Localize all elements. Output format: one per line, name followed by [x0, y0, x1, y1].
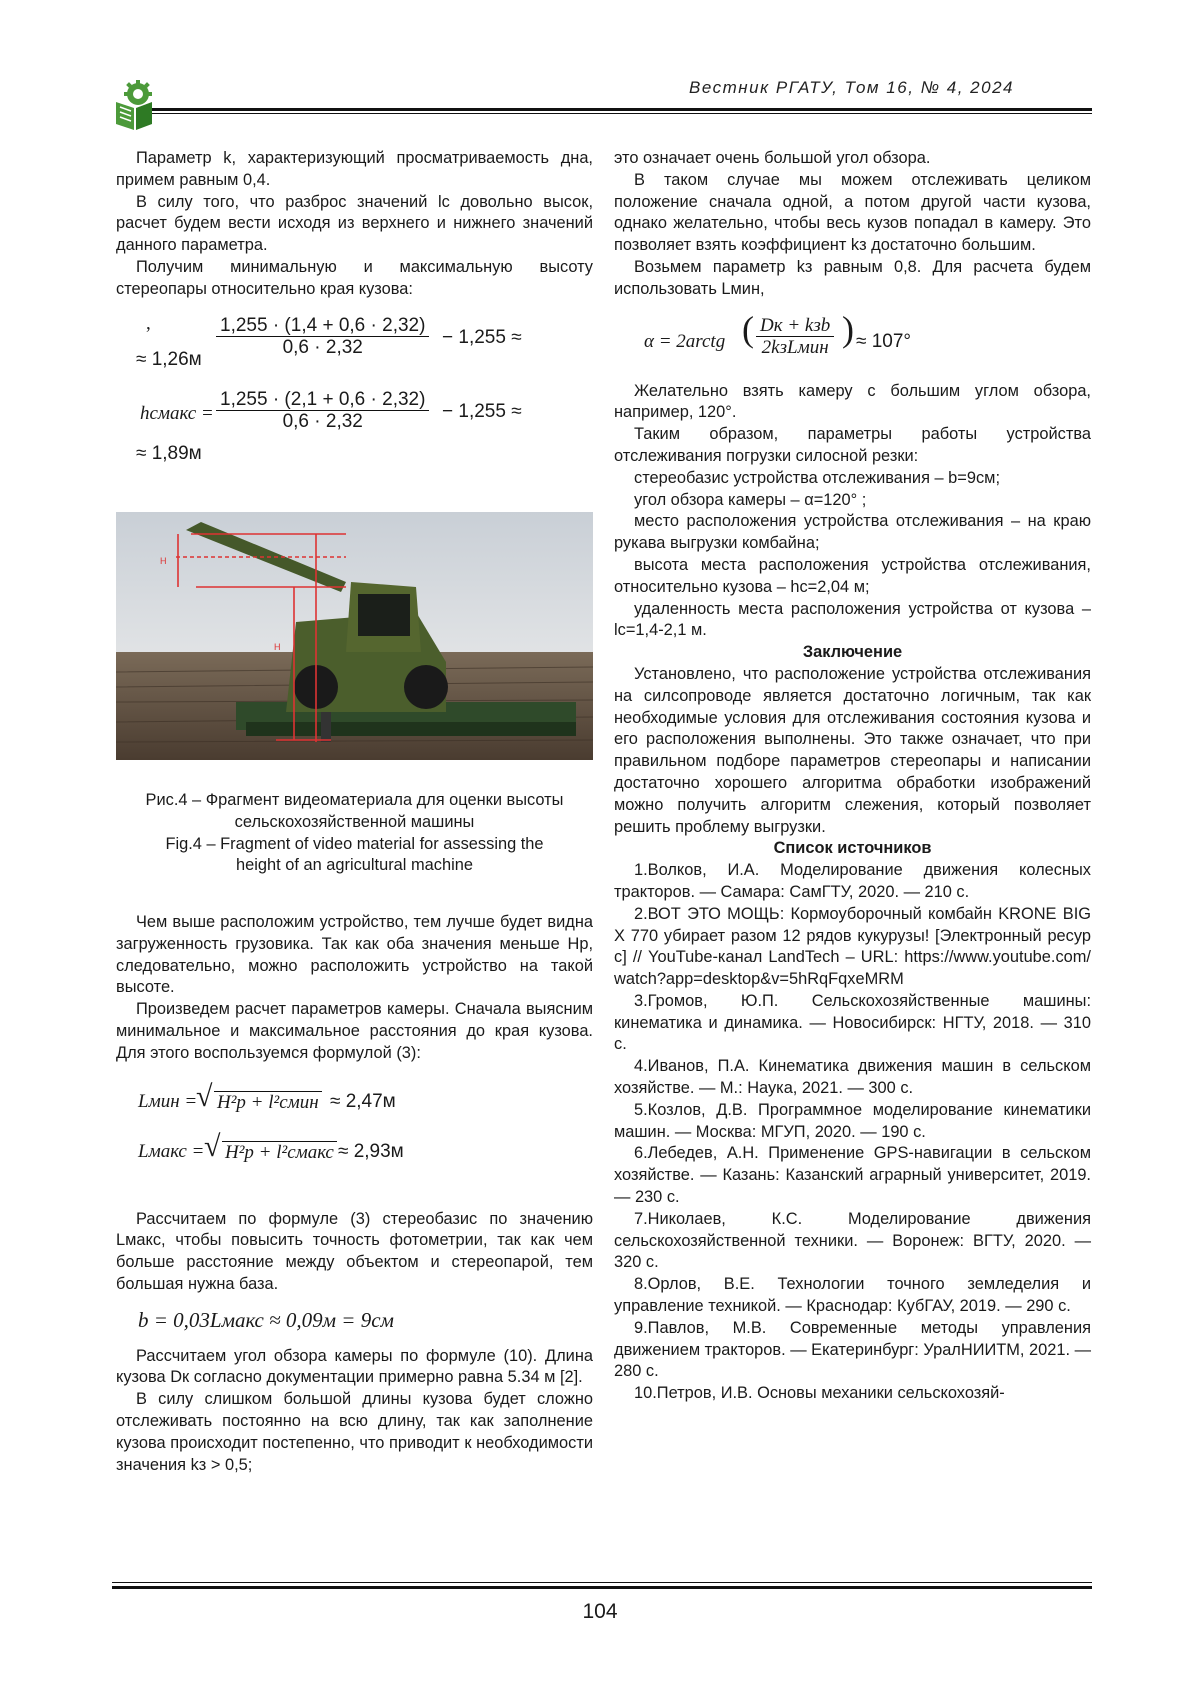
page-number: 104 [582, 1600, 618, 1623]
figure-caption [116, 790, 593, 877]
list-item: стереобазис устройства отслеживания – b=9см; [634, 468, 1000, 487]
paragraph: В силу того, что разброс значений lс довольно высок, расчет будем вести исходя из верхнего и нижнего значений данного параметра. [116, 192, 593, 255]
paragraph: Параметр k, характеризующий просматриваемость дна, примем равным 0,4. [116, 149, 593, 189]
list-item: высота места расположения устройства отслеживания, относительно кузова – hс=2,04 м; [614, 555, 1091, 596]
reference: 1.Волков, И.А. Моделирование движения колесных тракторов. — Самара: СамГТУ, 2020. — 210 с. [614, 861, 1091, 901]
header-rule [152, 108, 1092, 111]
paragraph: В таком случае мы можем отслеживать целиком положение сначала одной, а потом другой части кузова, однако желательно, чтобы весь кузов попадал в камеру. Это позволяет взять коэффициент kз достаточно большим. [614, 170, 1091, 255]
paragraph: Получим минимальную и максимальную высоту стереопары относительно края кузова: [116, 257, 593, 298]
section-heading: Заключение [802, 643, 903, 662]
right-column [614, 148, 1091, 1405]
paragraph: Рассчитаем по формуле (3) стереобазис по значению Lмакс, чтобы повысить точность фотометрии, так как чем больше расстояние между объектом и стереопарой, тем большая нужна база. [116, 1209, 593, 1293]
reference: 2.ВОТ ЭТО МОЩЬ: Кормоуборочный комбайн KRONE BIG X 770 убирает разом 12 рядов кукурузы! [Электронный ресурс] // YouTube-канал LandTech – URL: https://www.youtube.com/watch?app=desktop&v=5hRqFqxeMRM [614, 904, 1091, 989]
reference: 3.Громов, Ю.П. Сельскохозяйственные машины: кинематика и динамика. — Новосибирск: НГТУ, 2018. — 310 с. [614, 991, 1091, 1054]
paragraph: Возьмем параметр kз равным 0,8. Для расчета будем использовать Lмин, [614, 257, 1091, 298]
caption-ru: Рис.4 – Фрагмент видеоматериала для оценки высоты сельскохозяйственной машины [145, 791, 564, 831]
list-item: удаленность места расположения устройства от кузова – lс=1,4-2,1 м. [614, 599, 1091, 640]
reference: 4.Иванов, П.А. Кинематика движения машин в сельском хозяйстве. — М.: Наука, 2021. — 300 с. [614, 1057, 1091, 1098]
reference: 7.Николаев, К.С. Моделирование движения сельскохозяйственной техники. — Воронеж: ВГТУ, 2020. — 320 с. [614, 1209, 1091, 1272]
left-column-bottom [116, 912, 593, 1476]
paragraph: Рассчитаем угол обзора камеры по формуле (10). Длина кузова Dк согласно документации примерно равна 5.34 м [2]. [116, 1346, 593, 1387]
paragraph: это означает очень большой угол обзора. [614, 149, 931, 167]
reference: 9.Павлов, М.В. Современные методы управления движением тракторов. — Екатеринбург: УралНИИТМ, 2021. — 280 с. [614, 1318, 1092, 1381]
paragraph: Таким образом, параметры работы устройства отслеживания погрузки силосной резки: [614, 425, 1091, 465]
header-rule-thin [152, 113, 1092, 114]
reference: 5.Козлов, Д.В. Программное моделирование кинематики машин. — Москва: МГУП, 2020. — 190 с. [614, 1100, 1091, 1141]
caption-en: Fig.4 – Fragment of video material for assessing the height of an agricultural machine [165, 834, 544, 875]
formula-h-max: hсмакс = $\frac{1,255 \cdot (2,1 + 0,6 \cdot 2,32)}{0,6 \cdot 2,32}$ − 1,255 ≈ ≈ 1,89м [136, 388, 522, 464]
paragraph: Установлено, что расположение устройства отслеживания на силсопроводе является достаточно логичным, так как необходимые условия для отслеживания состояния кузова и его расположения выполнены. Это также означает, что при правильном подборе параметров стереопары и написании достаточно хорошего алгоритма обработки изображений можно получить алгоритм слежения, который позволяет решить проблему выгрузки. [614, 664, 1091, 836]
list-item: место расположения устройства отслеживания – на краю рукава выгрузки комбайна; [614, 512, 1091, 553]
paragraph: Желательно взять камеру с большим углом обзора, например, 120°. [614, 381, 1091, 422]
label-h2: H [274, 642, 281, 652]
formula-b: b = 0,03Lмакс ≈ 0,09м = 9см [138, 1307, 394, 1332]
journal-title: Вестник РГАТУ, Том 16, № 4, 2024 [689, 78, 1014, 97]
formula-h-min: , $\frac{1,255 \cdot (1,4 + 0,6 \cdot 2,32)}{0,6 \cdot 2,32}$ − 1,255 ≈ ≈ 1,26м [136, 312, 522, 370]
formula-alpha: α = 2arctg ( Dк + kзb 2kзLмин ) ≈ 107° [644, 308, 912, 359]
section-heading: Список источников [773, 839, 932, 858]
reference: 8.Орлов, В.Е. Технологии точного земледелия и управление техникой. — Краснодар: КубГАУ, 2019. — 290 с. [614, 1275, 1091, 1316]
paragraph: Произведем расчет параметров камеры. Сначала выясним минимальное и максимальное расстояния до края кузова. Для этого воспользуемся формулой (3): [116, 1000, 593, 1062]
reference: 10.Петров, И.В. Основы механики сельскохозяй- [634, 1384, 1005, 1403]
journal-logo-icon [112, 80, 158, 132]
left-column-top [116, 148, 593, 471]
reference: 6.Лебедев, А.Н. Применение GPS-навигации в сельском хозяйстве. — Казань: Казанский аграрный университет, 2019. — 230 с. [614, 1144, 1091, 1207]
list-item: угол обзора камеры – α=120° ; [634, 490, 867, 509]
paragraph: Чем выше расположим устройство, тем лучше будет видна загруженность грузовика. Так как оба значения меньше Hр, следовательно, можно расположить устройство на такой высоте. [116, 913, 593, 997]
footer-rule [112, 1586, 1092, 1589]
harvester-photo [116, 512, 593, 760]
label-h1: H [160, 556, 167, 566]
footer-rule-thin [112, 1582, 1092, 1583]
paragraph: В силу слишком большой длины кузова будет сложно отслеживать постоянно на всю длину, так как заполнение кузова происходит постепенно, что приводит к необходимости значения kз > 0,5; [116, 1390, 593, 1474]
formula-l-max: Lмакс = √ H²р + l²смакс ≈ 2,93м [116, 1135, 593, 1191]
formula-l-min: Lмин = √ H²р + l²смин ≈ 2,47м [116, 1085, 593, 1135]
